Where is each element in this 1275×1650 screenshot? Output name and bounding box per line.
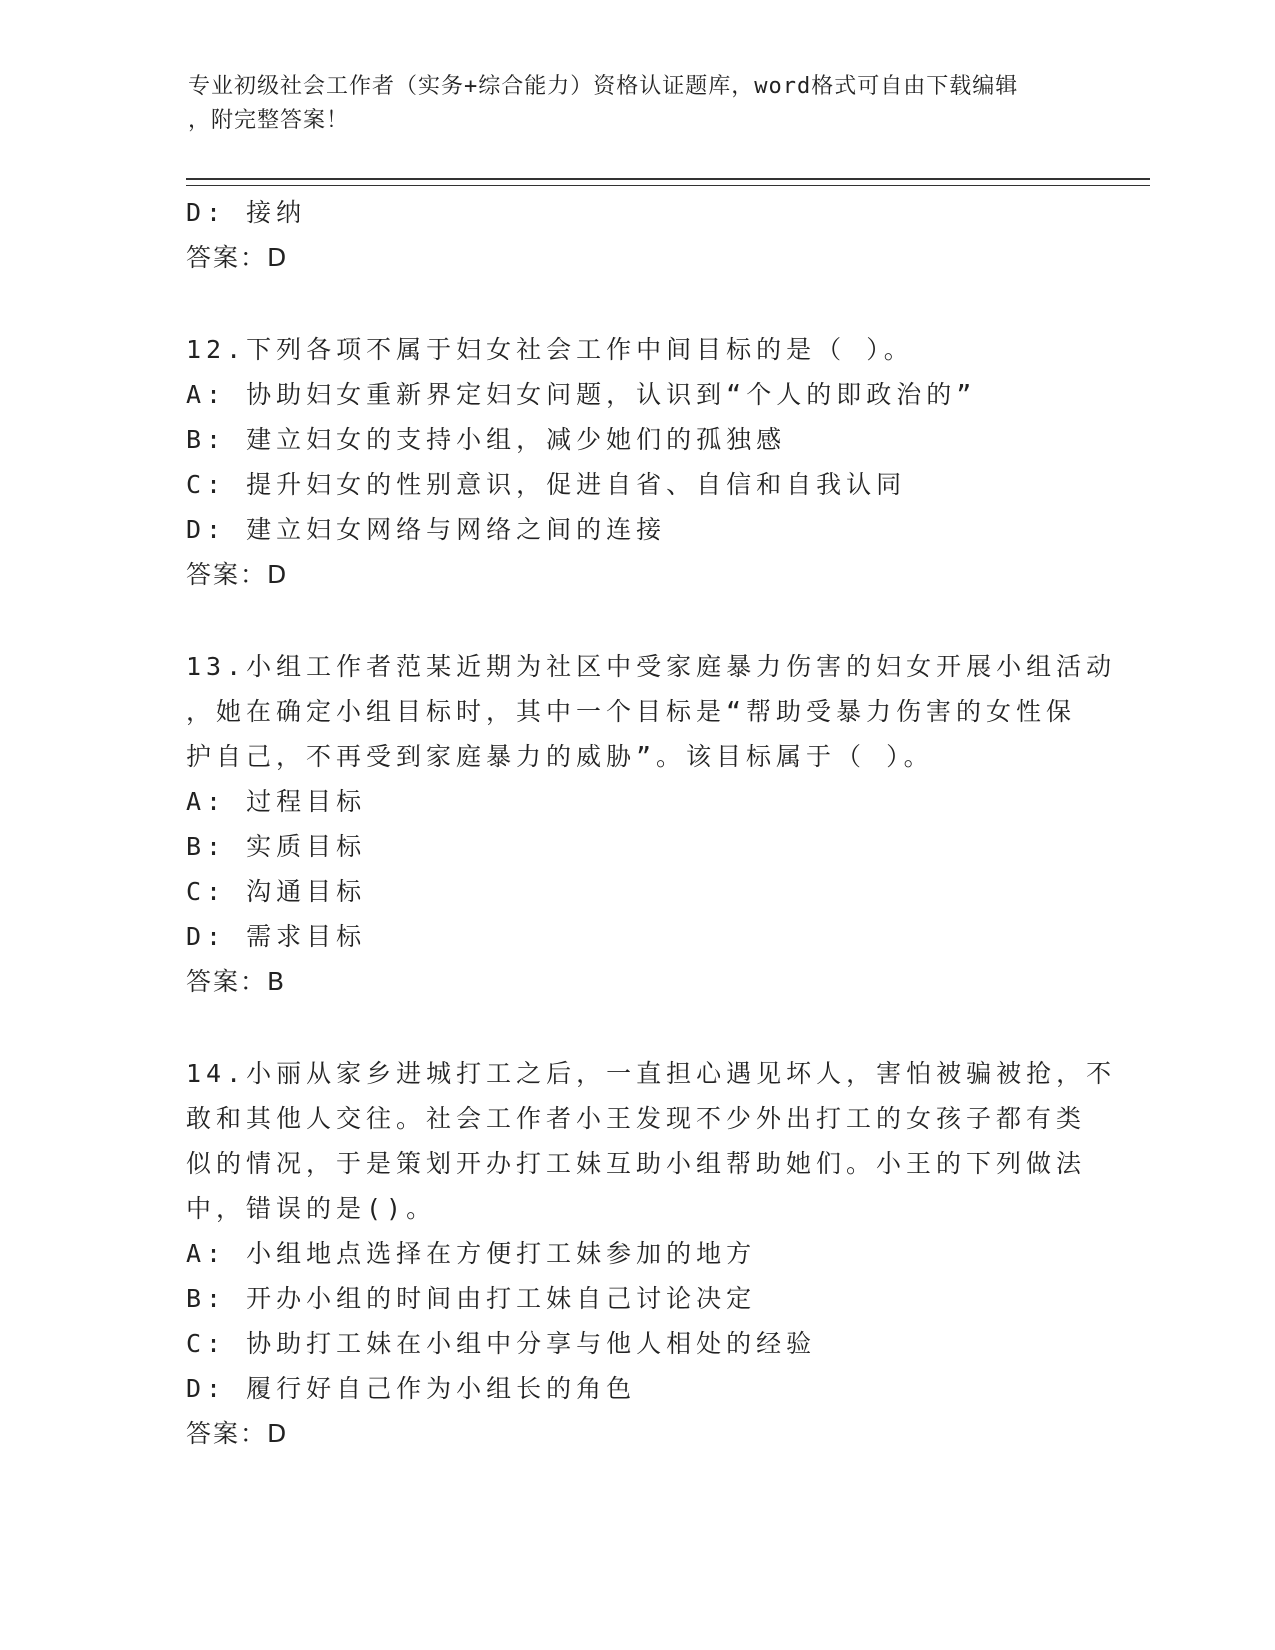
answer-line: 答案：D xyxy=(186,1419,289,1448)
option-c: C: 沟通目标 xyxy=(186,877,367,906)
question-gap xyxy=(186,1005,1086,1051)
option-d: D: 需求目标 xyxy=(186,922,367,951)
question-14 xyxy=(186,1051,1117,1457)
question-list xyxy=(186,190,1117,1457)
question-11 xyxy=(186,190,1086,281)
option-d: D: 履行好自己作为小组长的角色 xyxy=(186,1374,637,1403)
option-c: C: 协助打工妹在小组中分享与他人相处的经验 xyxy=(186,1329,817,1358)
option-a: A: 小组地点选择在方便打工妹参加的地方 xyxy=(186,1239,757,1268)
option-d: D: 建立妇女网络与网络之间的连接 xyxy=(186,515,667,544)
header-title-line-1: 专业初级社会工作者（实务+综合能力）资格认证题库，word格式可自由下载编辑 xyxy=(188,74,1019,99)
option-a: A: 过程目标 xyxy=(186,787,367,816)
question-12 xyxy=(186,327,1086,598)
question-stem-line-1: 14.小丽从家乡进城打工之后，一直担心遇见坏人，害怕被骗被抢，不 xyxy=(186,1059,1117,1088)
question-stem-line-1: 13.小组工作者范某近期为社区中受家庭暴力伤害的妇女开展小组活动 xyxy=(186,652,1117,681)
question-13 xyxy=(186,644,1117,1005)
option-b: B: 实质目标 xyxy=(186,832,367,861)
answer-line: 答案：B xyxy=(186,967,287,996)
question-stem-line-2: ，她在确定小组目标时，其中一个目标是“帮助受暴力伤害的女性保 xyxy=(186,697,1077,726)
question-gap xyxy=(186,598,1086,644)
header-title-line-2: ，附完整答案！ xyxy=(188,108,350,133)
answer-line: 答案：D xyxy=(186,243,289,272)
document-header xyxy=(188,70,1088,138)
answer-line: 答案：D xyxy=(186,560,289,589)
question-stem-line-4: 中，错误的是()。 xyxy=(186,1194,437,1223)
header-divider xyxy=(186,178,1150,186)
option-b: B: 建立妇女的支持小组，减少她们的孤独感 xyxy=(186,425,787,454)
question-stem-line-3: 护自己，不再受到家庭暴力的威胁”。该目标属于（ ）。 xyxy=(186,742,934,771)
option-a: A: 协助妇女重新界定妇女问题，认识到“个人的即政治的” xyxy=(186,380,977,409)
question-stem: 12.下列各项不属于妇女社会工作中间目标的是（ ）。 xyxy=(186,335,914,364)
option-d: D: 接纳 xyxy=(186,198,307,227)
question-stem-line-2: 敢和其他人交往。社会工作者小王发现不少外出打工的女孩子都有类 xyxy=(186,1104,1087,1133)
question-stem-line-3: 似的情况，于是策划开办打工妹互助小组帮助她们。小王的下列做法 xyxy=(186,1149,1087,1178)
option-b: B: 开办小组的时间由打工妹自己讨论决定 xyxy=(186,1284,757,1313)
option-c: C: 提升妇女的性别意识，促进自省、自信和自我认同 xyxy=(186,470,907,499)
question-gap xyxy=(186,281,1086,327)
